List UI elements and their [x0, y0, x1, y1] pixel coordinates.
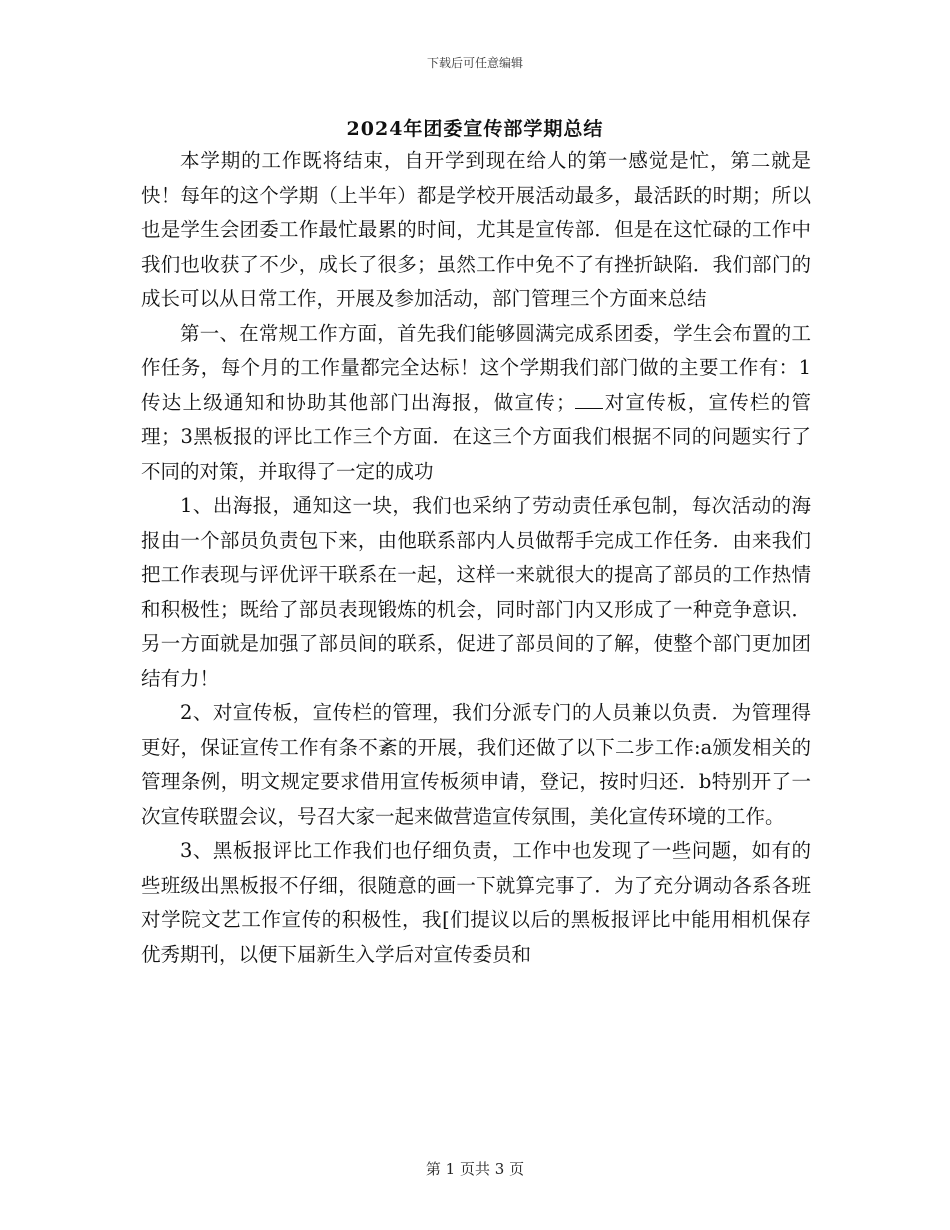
paragraph-first-section-part2: 对宣传板，宣传栏的管理；3黑板报的评比工作三个方面．在这三个方面我们根据不同的问题实行了不同的对策，并取得了一定的成功: [141, 390, 811, 483]
document-title: 2024年团委宣传部学期总结: [346, 118, 604, 140]
paragraph-first-section: [141, 317, 811, 490]
paragraph-item-3: 3、黑板报评比工作我们也仔细负责，工作中也发现了一些问题，如有的些班级出黑板报不仔细，很随意的画一下就算完事了．为了充分调动各系各班对学院文艺工作宣传的积极性，我[们提议以后的黑板报评比中能用相机保存优秀期刊，以便下届新生入学后对宣传委员和: [141, 839, 811, 966]
header-note: 下载后可任意编辑: [426, 56, 523, 70]
paragraph-item-1: 1、出海报，通知这一块，我们也采纳了劳动责任承包制，每次活动的海报由一个部员负责包下来，由他联系部内人员做帮手完成工作任务．由来我们把工作表现与评优评干联系在一起，这样一来就很大的提高了部员的工作热情和积极性；既给了部员表现锻炼的机会，同时部门内又形成了一种竞争意识．另一方面就是加强了部员间的联系，促进了部员间的了解，使整个部门更加团结有力！: [141, 494, 811, 690]
paragraph-intro: 本学期的工作既将结束，自开学到现在给人的第一感觉是忙，第二就是快！每年的这个学期（上半年）都是学校开展活动最多，最活跃的时期；所以也是学生会团委工作最忙最累的时间，尤其是宣传部．但是在这忙碌的工作中我们也收获了不少，成长了很多；虽然工作中免不了有挫折缺陷．我们部门的成长可以从日常工作，开展及参加活动，部门管理三个方面来总结: [141, 149, 811, 310]
paragraph-first-section-part1: 第一、在常规工作方面，首先我们能够圆满完成系团委，学生会布置的工作任务，每个月的工作量都完全达标！这个学期我们部门做的主要工作有：1传达上级通知和协助其他部门出海报，做宣传；: [141, 321, 811, 414]
document-body: [141, 144, 811, 972]
page-footer: 第 1 页共 3 页: [425, 1160, 525, 1178]
fill-in-blank: [575, 388, 603, 409]
paragraph-item-2: 2、对宣传板，宣传栏的管理，我们分派专门的人员兼以负责．为管理得更好，保证宣传工作有条不紊的开展，我们还做了以下二步工作:a颁发相关的管理条例，明文规定要求借用宣传板须申请，登记，按时归还．b特别开了一次宣传联盟会议，号召大家一起来做营造宣传氛围，美化宣传环境的工作。: [141, 701, 811, 828]
